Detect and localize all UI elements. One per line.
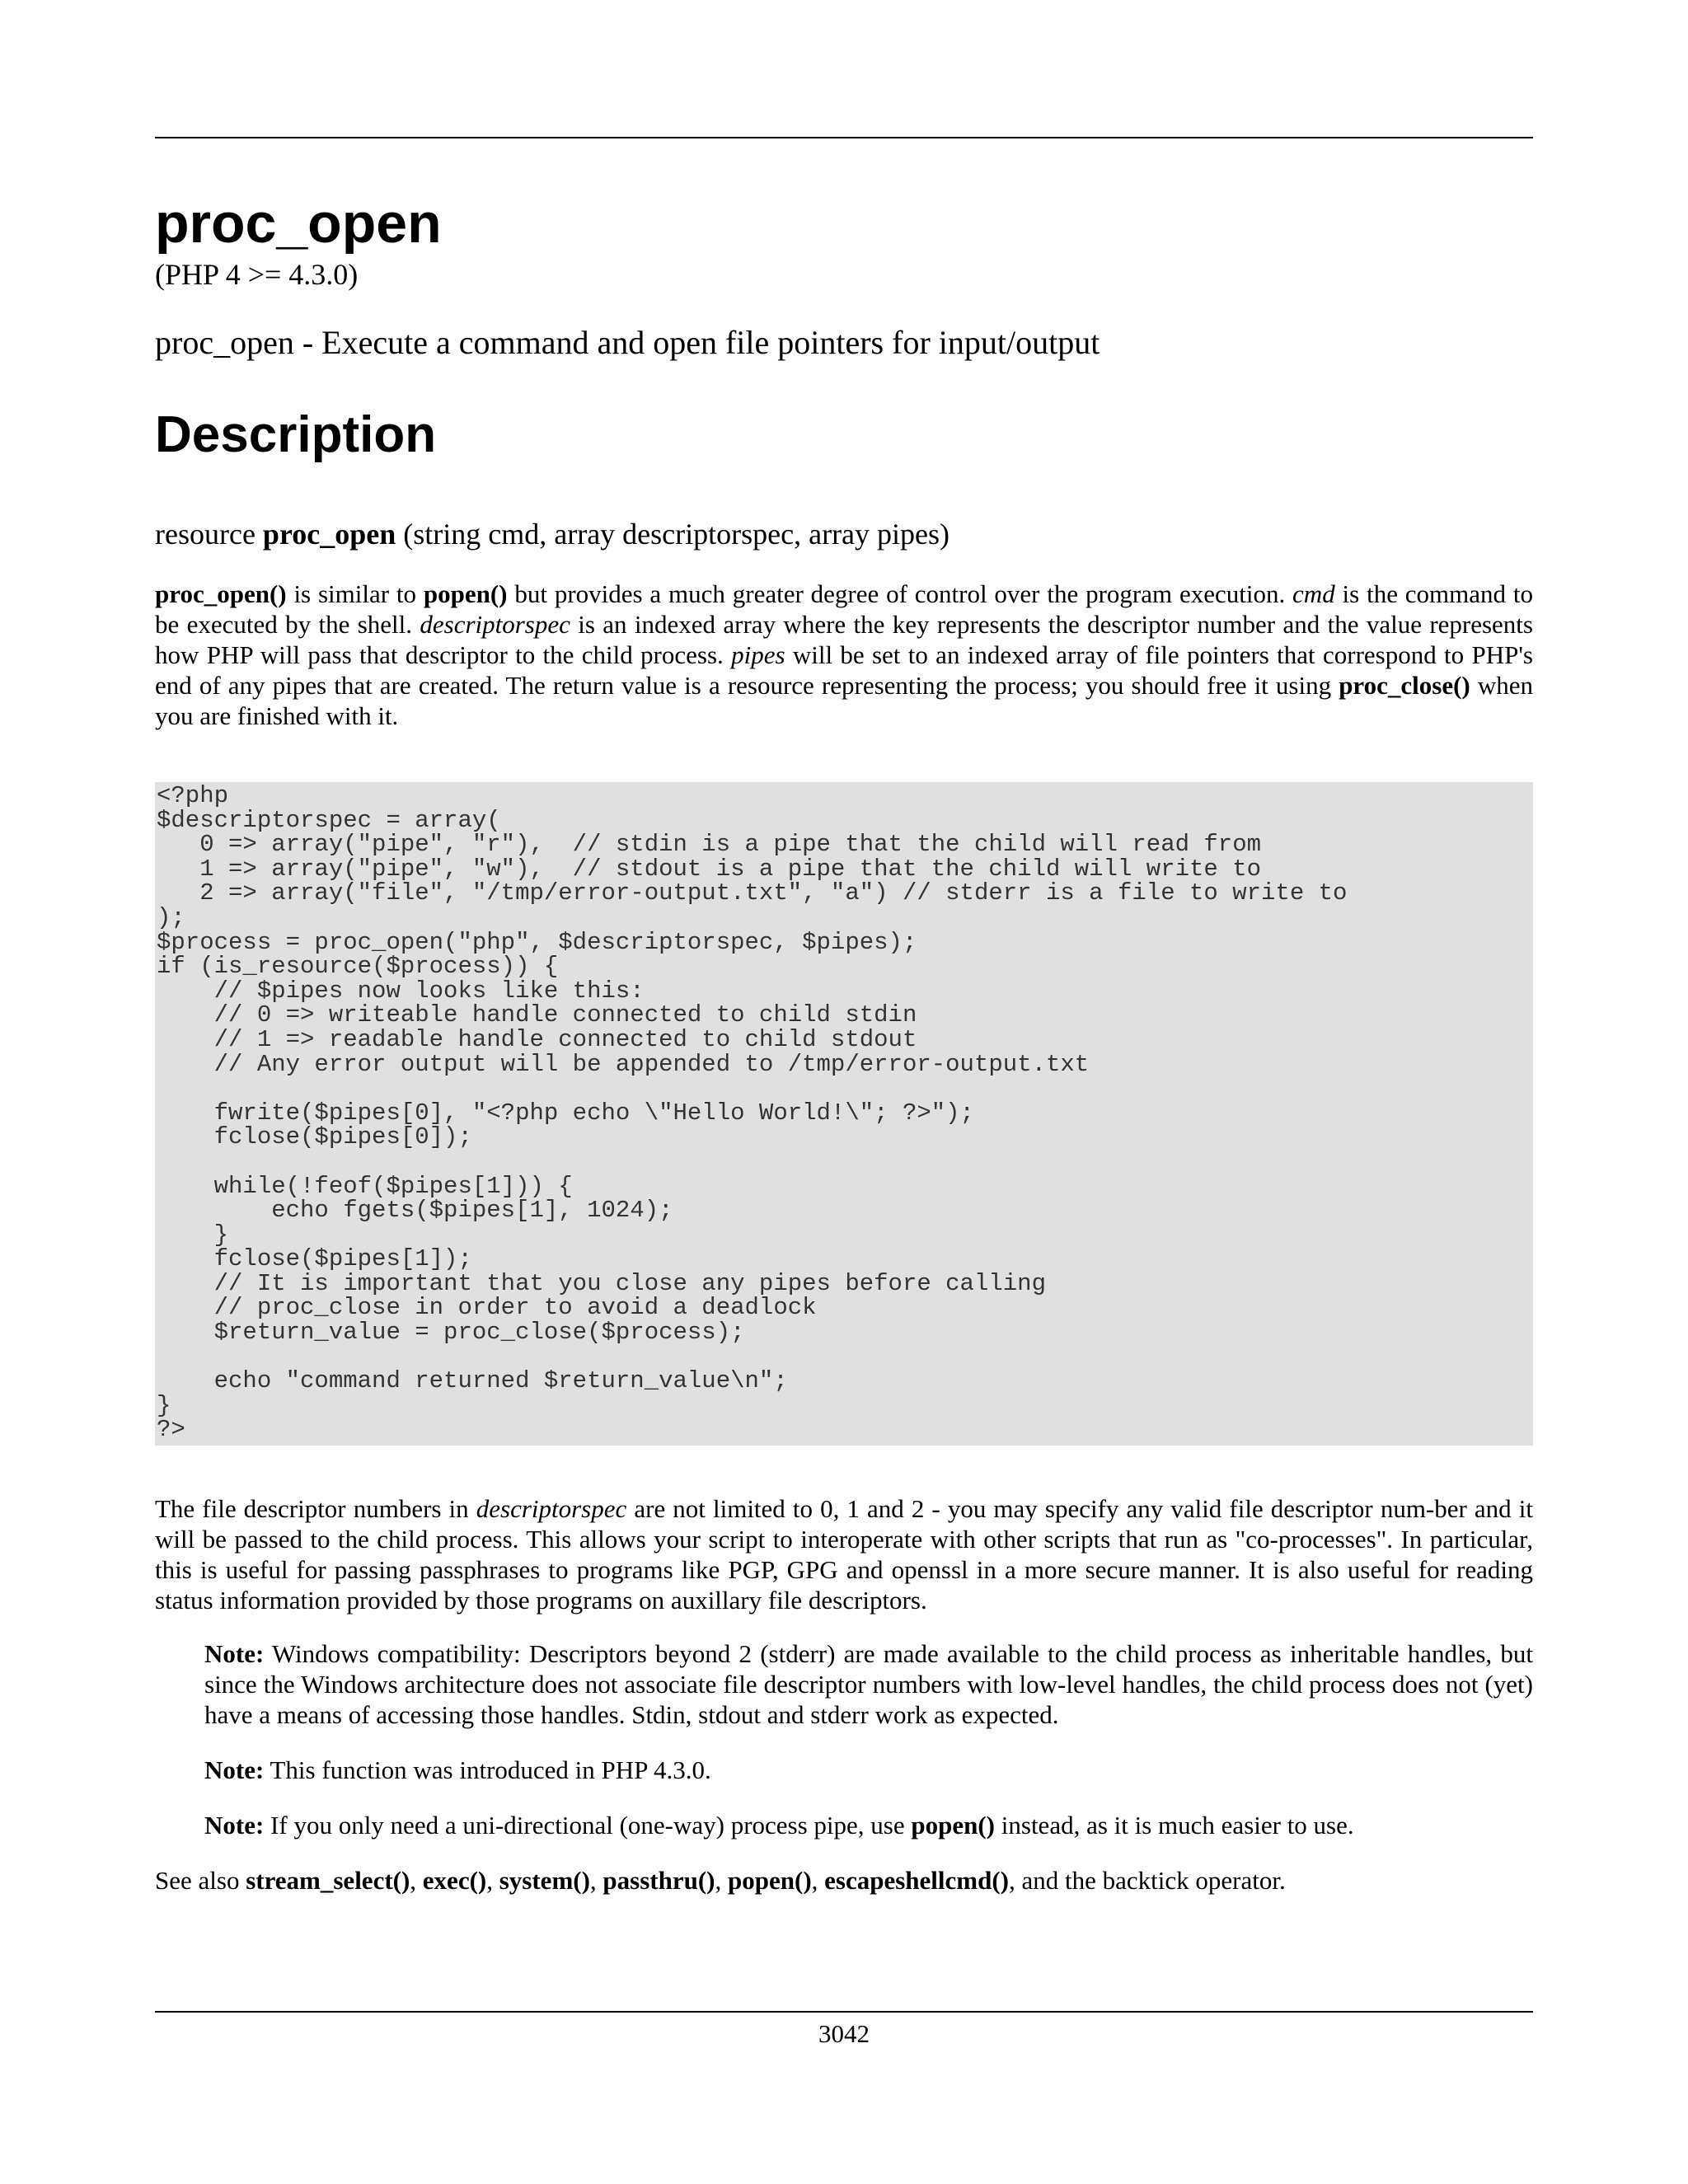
see-also-escapeshellcmd[interactable]: escapeshellcmd() xyxy=(824,1866,1009,1896)
description-heading: Description xyxy=(155,406,437,463)
synopsis-return-type: resource xyxy=(155,518,256,551)
see-also-popen[interactable]: popen() xyxy=(728,1866,812,1896)
description-paragraph: proc_open() is similar to popen() but provides a much greater degree of control over the program execution. cmd is the command to be executed by the shell. descriptorspec is an indexed array where the key represents the descriptor number and the value represents how PHP will pass that descriptor to the child process. pipes will be set to an indexed array of file pointers that correspond to PHP's end of any pipes that are created. The return value is a resource representing the process; you should free it using proc_close() when you are finished with it. xyxy=(155,579,1534,730)
note-label: Note: xyxy=(204,1755,265,1785)
footer-rule xyxy=(155,2011,1533,2013)
note-introduced: Note: This function was introduced in PHP 4.3.0. xyxy=(204,1755,711,1785)
page-content xyxy=(155,190,1533,1896)
synopsis-function-name: proc_open xyxy=(262,518,396,551)
see-also-exec[interactable]: exec() xyxy=(422,1866,487,1896)
param-descriptorspec: descriptorspec xyxy=(420,610,570,639)
function-title: proc_open xyxy=(155,192,442,255)
fn-ref-popen[interactable]: popen() xyxy=(911,1811,996,1840)
function-synopsis xyxy=(155,516,1533,552)
version-info: (PHP 4 >= 4.3.0) xyxy=(155,258,359,291)
function-purpose: proc_open - Execute a command and open file pointers for input/output xyxy=(155,324,1100,361)
note-label: Note: xyxy=(204,1639,265,1669)
see-also: See also stream_select(), exec(), system(), passthru(), popen(), escapeshellcmd(), and the backtick operator. xyxy=(155,1866,1286,1896)
see-also-stream-select[interactable]: stream_select() xyxy=(246,1866,410,1896)
see-also-passthru[interactable]: passthru() xyxy=(603,1866,715,1896)
code-example: <?php $descriptorspec = array( 0 => array("pipe", "r"), // stdin is a pipe that the child will read from 1 => array("pipe", "w"), // stdout is a pipe that the child will write to 2 => array("file", "/tmp/error-output.txt", "a") // stderr is a file to write to ); $process = proc_open("php", $descriptorspec, $pipes); if (is_resource($process)) { // $pipes now looks like this: // 0 => writeable handle connected to child stdin // 1 => readable handle connected to child stdout // Any error output will be appended to /tmp/error-output.txt fwrite($pipes[0], "<?php echo \"Hello World!\"; ?>"); fclose($pipes[0]); while(!feof($pipes[1])) { echo fgets($pipes[1], 1024); } fclose($pipes[1]); // It is important that you close any pipes before calling // proc_close in order to avoid a deadlock $return_value = proc_close($process); echo "command returned $return_value\n"; } ?> xyxy=(155,782,1533,1446)
note-label: Note: xyxy=(204,1811,265,1840)
synopsis-arguments: (string cmd, array descriptorspec, array pipes) xyxy=(403,518,950,551)
header-rule xyxy=(155,137,1533,138)
param-cmd: cmd xyxy=(1292,579,1335,608)
fn-ref-proc-close[interactable]: proc_close() xyxy=(1339,671,1470,700)
page-number: 3042 xyxy=(818,2019,870,2048)
note-windows-compat: Note: Windows compatibility: Descriptors beyond 2 (stderr) are made available to the child process as inheritable handles, but since the Windows architecture does not associate file descriptor numbers with low-level handles, the child process does not (yet) have a means of accessing those handles. Stdin, stdout and stderr work as expected. xyxy=(204,1639,1533,1730)
note-unidirectional: Note: If you only need a uni-directional (one-way) process pipe, use popen() instead, as it is much easier to use. xyxy=(204,1811,1354,1840)
see-also-system[interactable]: system() xyxy=(499,1866,590,1896)
fn-ref-proc-open[interactable]: proc_open() xyxy=(155,579,287,608)
descriptor-paragraph: The file descriptor numbers in descriptorspec are not limited to 0, 1 and 2 - you may specify any valid file descriptor num-ber and it will be passed to the child process. This allows your script to interoperate with other scripts that run as "co-processes". In particular, this is useful for passing passphrases to programs like PGP, GPG and openssl in a more secure manner. It is also useful for reading status information provided by those programs on auxillary file descriptors. xyxy=(155,1494,1533,1615)
fn-ref-popen[interactable]: popen() xyxy=(423,579,508,608)
param-descriptorspec: descriptorspec xyxy=(476,1494,627,1524)
param-pipes: pipes xyxy=(731,640,785,669)
